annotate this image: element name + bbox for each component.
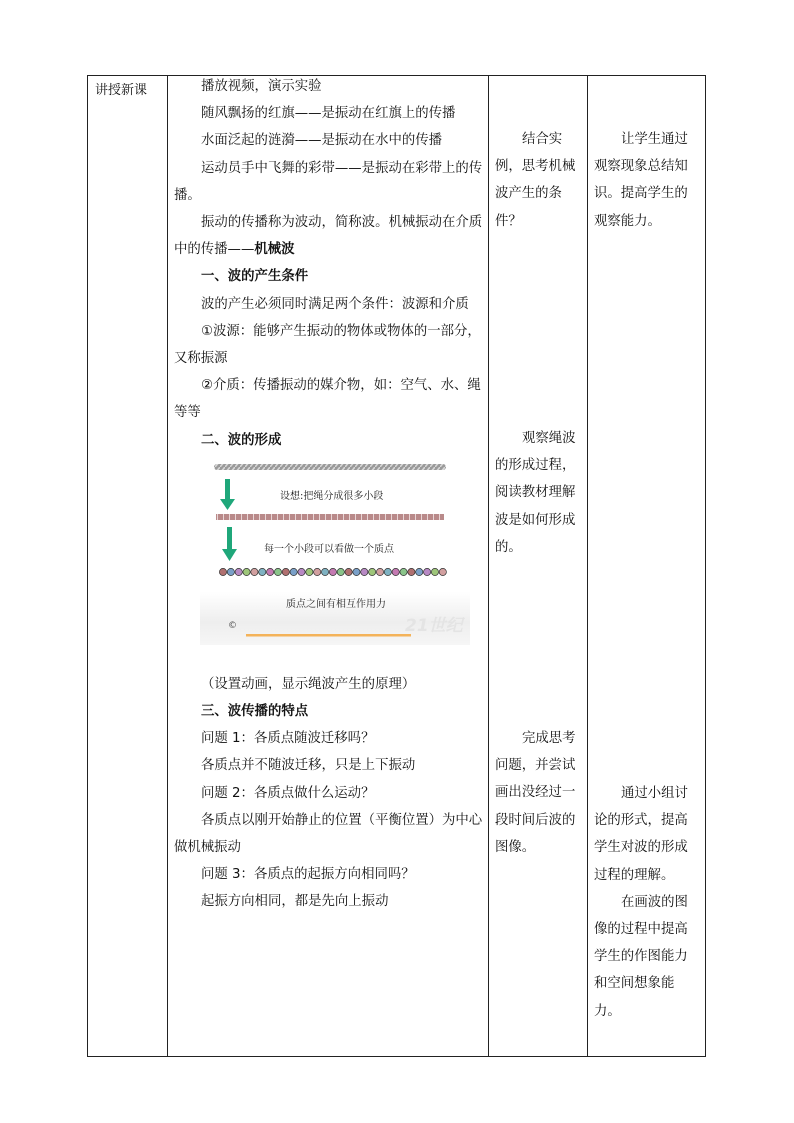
particle-bead	[431, 568, 438, 575]
particle-bead	[337, 568, 344, 575]
progress-line	[246, 634, 411, 637]
particle-bead	[282, 568, 289, 575]
heading-wave-features: 三、波传播的特点	[201, 704, 309, 720]
term-mechanical-wave: 机械波	[254, 242, 295, 258]
question-2: 问题 2：各质点做什么运动？	[201, 785, 375, 801]
design-intent-1	[594, 126, 700, 235]
content-line: 水面泛起的涟漪——是振动在水中的传播	[201, 133, 443, 149]
answer-1: 各质点并不随波迁移，只是上下振动	[201, 758, 416, 774]
particle-bead	[353, 568, 360, 575]
particle-bead	[392, 568, 399, 575]
particle-bead	[321, 568, 328, 575]
particle-bead	[439, 568, 446, 575]
design-intent-text: 通过小组讨论的形式，提高学生对波的形成过程的理解。	[594, 786, 688, 883]
particle-bead	[251, 568, 258, 575]
section-label: 讲授新课	[95, 83, 148, 98]
content-line: ①波源：能够产生振动的物体或物体的一部分，又称振源	[174, 323, 481, 367]
content-line: ②介质：传播振动的媒介物，如：空气、水、绳 等等	[174, 378, 481, 421]
particle-bead	[227, 568, 234, 575]
content-line: 随风飘扬的红旗——是振动在红旗上的传播	[201, 106, 456, 122]
rope-segments	[216, 514, 444, 520]
particle-bead	[219, 568, 226, 575]
particle-bead	[298, 568, 305, 575]
particle-bead	[345, 568, 352, 575]
content-paragraph	[174, 209, 484, 263]
rope	[214, 464, 446, 470]
particle-bead	[408, 568, 415, 575]
particle-bead	[306, 568, 313, 575]
figure-caption: 设想:把绳分成很多小段	[280, 491, 384, 502]
particle-bead	[369, 568, 376, 575]
particle-bead	[400, 568, 407, 575]
arrow-down-icon	[222, 527, 237, 561]
copyright-mark: ©	[228, 621, 237, 631]
particle-bead	[424, 568, 431, 575]
student-activity-1	[495, 126, 583, 235]
column-divider	[488, 75, 489, 1057]
watermark-logo: 21世纪	[405, 616, 463, 636]
student-activity-3	[495, 725, 583, 861]
content-line: （设置动画，显示绳波产生的原理）	[201, 676, 416, 692]
answer-3: 起振方向相同，都是先向上振动	[201, 894, 389, 910]
particle-bead	[361, 568, 368, 575]
design-intent-text: 在画波的图像的过程中提高学生的作图能力和空间想象能力。	[594, 894, 688, 1019]
heading-wave-conditions: 一、波的产生条件	[201, 269, 309, 285]
particle-bead	[274, 568, 281, 575]
column-divider	[167, 75, 168, 1057]
particle-bead	[384, 568, 391, 575]
student-activity-text: 完成思考问题，并尝试画出没经过一段时间后波的图像。	[495, 731, 576, 855]
particle-bead	[243, 568, 250, 575]
student-activity-2	[495, 425, 583, 561]
particle-chain	[219, 568, 446, 575]
particle-bead	[376, 568, 383, 575]
heading-wave-formation: 二、波的形成	[201, 432, 282, 448]
answer-2: 各质点以刚开始静止的位置（平衡位置）为中心做机械振动	[174, 812, 483, 856]
particle-bead	[329, 568, 336, 575]
content-line: 振动的传播称为波动，简称波。机械振动在介质中的传播——	[174, 215, 483, 258]
particle-bead	[290, 568, 297, 575]
particle-bead	[314, 568, 321, 575]
particle-bead	[267, 568, 274, 575]
column-divider	[587, 75, 588, 1057]
design-intent-text: 让学生通过观察现象总结知识。提高学生的观察能力。	[594, 132, 688, 229]
content-line: 运动员手中飞舞的彩带——是振动在彩带上的传播。	[174, 160, 483, 203]
student-activity-text: 结合实例，思考机械波产生的条件？	[495, 132, 576, 229]
content-line: 波的产生必须同时满足两个条件：波源和介质	[201, 296, 469, 312]
rope-wave-figure	[200, 455, 470, 645]
content-line: 播放视频，演示实验	[201, 79, 322, 94]
particle-bead	[416, 568, 423, 575]
particle-bead	[259, 568, 266, 575]
figure-caption: 每一个小段可以看做一个质点	[264, 544, 394, 555]
design-intent-2	[594, 780, 700, 1025]
particle-bead	[235, 568, 242, 575]
student-activity-text: 观察绳波的形成过程，阅读教材理解波是如何形成的。	[495, 431, 576, 555]
arrow-down-icon	[220, 479, 235, 510]
figure-caption: 质点之间有相互作用力	[286, 599, 386, 610]
question-3: 问题 3：各质点的起振方向相同吗？	[201, 867, 415, 883]
question-1: 问题 1：各质点随波迁移吗？	[201, 731, 375, 747]
